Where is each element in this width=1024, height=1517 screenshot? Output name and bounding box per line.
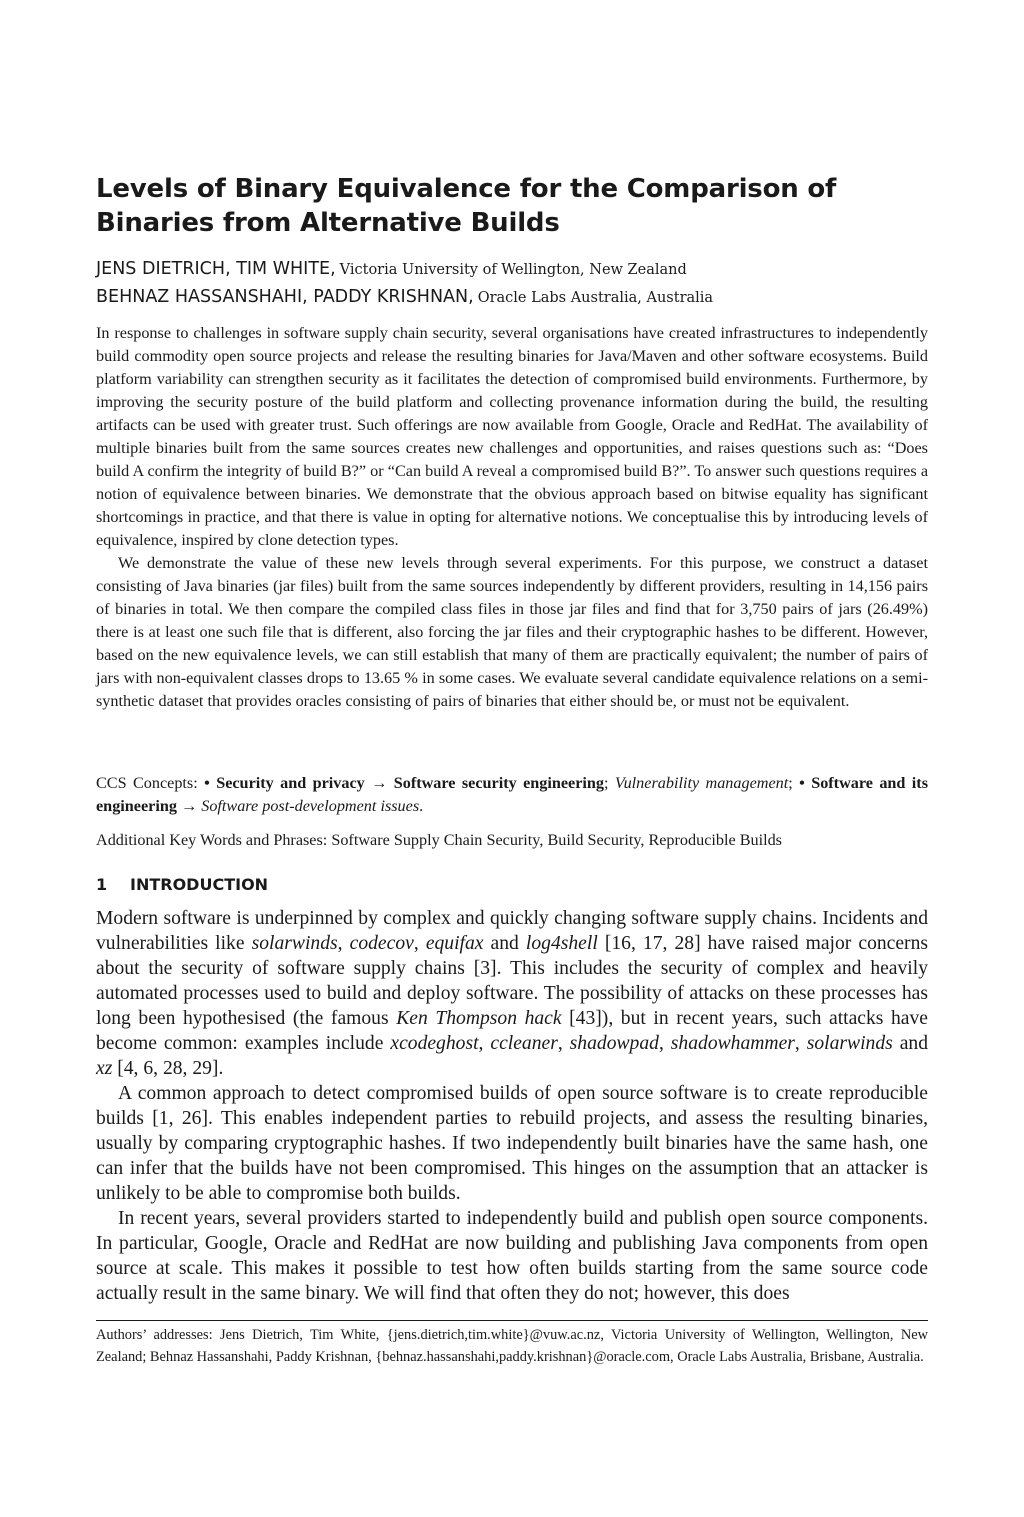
section-heading <box>96 874 928 896</box>
abstract <box>96 322 928 713</box>
ccs-separator: ; <box>788 774 793 792</box>
footnote-divider <box>96 1320 928 1321</box>
text-run: , <box>478 1033 491 1054</box>
ccs-bullet: • <box>204 774 210 792</box>
intro-paragraph: A common approach to detect compromised builds of open source software is to create reproducible builds [1, 26]. This enables independent parties to rebuild projects, and assess the resulting binaries, usually by comparing cryptographic hashes. If two independently built binaries have the same hash, one can infer that the builds have not been compromised. This hinges on the assumption that an attacker is unlikely to be able to compromise both builds. <box>96 1083 928 1204</box>
author-affiliation: Victoria University of Wellington, New Zealand <box>339 262 687 278</box>
ccs-arrow: → <box>180 797 198 815</box>
intro-paragraph: In recent years, several providers started to independently build and publish open source components. In particular, Google, Oracle and RedHat are now building and publishing Java components from open source at scale. This makes it possible to test how often builds starting from the same source code actually result in the same binary. We will find that often they do not; however, this does <box>96 1208 928 1304</box>
section-number: 1 <box>96 875 108 894</box>
ccs-concept: Vulnerability management <box>614 774 789 792</box>
section-title: INTRODUCTION <box>130 875 269 894</box>
text-run: , <box>413 933 426 954</box>
text-run: [16, 17, 28] have raised major concerns about the security of software supply chains [3]. This includes the security of complex and heavily automated processes used to build and deploy software. The possibility of attacks on these processes has long been hypothesised (the famous <box>96 933 929 1029</box>
italic-term: Ken Thompson hack <box>396 1008 562 1029</box>
italic-term: xz <box>96 1058 113 1079</box>
author-block <box>96 259 928 315</box>
intro-paragraph <box>96 906 928 1081</box>
text-run: , <box>794 1033 807 1054</box>
paper-title: Levels of Binary Equivalence for the Comparison of Binaries from Alternative Builds <box>96 174 837 238</box>
italic-term: solarwinds <box>806 1033 893 1054</box>
author-line <box>96 287 928 315</box>
italic-term: codecov <box>349 933 414 954</box>
text-run: [43]), but in recent years, such attacks have become common: examples include <box>96 1008 928 1054</box>
text-run: , <box>557 1033 570 1054</box>
ccs-concept: Software and its engineering <box>96 774 928 815</box>
italic-term: shadowpad <box>569 1033 659 1054</box>
author-names: BEHNAZ HASSANSHAHI, PADDY KRISHNAN, <box>96 287 474 307</box>
author-line <box>96 259 928 287</box>
italic-term: xcodeghost <box>390 1033 479 1054</box>
text-run: , <box>658 1033 671 1054</box>
text-run: and <box>892 1033 929 1054</box>
ccs-separator: ; <box>604 774 609 792</box>
ccs-concept: Security and privacy → Software security engineering <box>216 774 605 792</box>
authors-addresses-footnote: Authors’ addresses: Jens Dietrich, Tim White, {jens.dietrich,tim.white}@vuw.ac.nz, Victoria University of Wellington, Wellington, New Zealand; Behnaz Hassanshahi, Paddy Krishnan, {behnaz.hassanshahi,paddy.krishnan}@oracle.com, Oracle Labs Australia, Brisbane, Australia. <box>96 1327 928 1365</box>
ccs-end: . <box>419 797 424 815</box>
italic-term: shadowhammer <box>670 1033 795 1054</box>
ccs-bullet: • <box>799 774 805 792</box>
italic-term: ccleaner <box>490 1033 558 1054</box>
italic-term: equifax <box>425 933 484 954</box>
text-run: and <box>483 933 526 954</box>
text-run: [4, 6, 28, 29]. <box>112 1058 224 1079</box>
author-affiliation: Oracle Labs Australia, Australia <box>477 290 714 306</box>
text-run: Modern software is underpinned by complex and quickly changing software supply chains. Incidents and vulnerabilities like <box>96 908 928 954</box>
ccs-concepts <box>96 772 928 818</box>
abstract-paragraph: In response to challenges in software supply chain security, several organisations have created infrastructures to independently build commodity open source projects and release the resulting binaries for Java/Maven and other software ecosystems. Build platform variability can strengthen security as it facilitates the detection of compromised build environments. Furthermore, by improving the security posture of the build platform and collecting provenance information during the build, the resulting artifacts can be used with greater trust. Such offerings are now available from Google, Oracle and RedHat. The availability of multiple binaries built from the same sources creates new challenges and opportunities, and raises questions such as: “Does build A confirm the integrity of build B?” or “Can build A reveal a compromised build B?”. To answer such questions requires a notion of equivalence between binaries. We demonstrate that the obvious approach based on bitwise equality has significant shortcomings in practice, and that there is value in opting for alternative notions. We conceptualise this by introducing levels of equivalence, inspired by clone detection types. <box>96 324 928 549</box>
author-names: JENS DIETRICH, TIM WHITE, <box>96 259 336 279</box>
italic-term: solarwinds <box>251 933 338 954</box>
introduction-body <box>96 906 928 1306</box>
ccs-label: CCS Concepts: <box>96 774 198 792</box>
ccs-concept: Software post-development issues <box>201 797 420 815</box>
italic-term: log4shell <box>525 933 598 954</box>
abstract-paragraph: We demonstrate the value of these new levels through several experiments. For this purpose, we construct a dataset consisting of Java binaries (jar files) built from the same sources independently by different providers, resulting in 14,156 pairs of binaries in total. We then compare the compiled class files in those jar files and find that for 3,750 pairs of jars (26.49%) there is at least one such file that is different, also forcing the jar files and their cryptographic hashes to be different. However, based on the new equivalence levels, we can still establish that many of them are practically equivalent; the number of pairs of jars with non-equivalent classes drops to 13.65 % in some cases. We evaluate several candidate equivalence relations on a semi-synthetic dataset that provides oracles consisting of pairs of binaries that either should be, or must not be equivalent. <box>96 554 928 710</box>
text-run: , <box>337 933 350 954</box>
keywords: Additional Key Words and Phrases: Software Supply Chain Security, Build Security, Reproducible Builds <box>96 831 782 849</box>
